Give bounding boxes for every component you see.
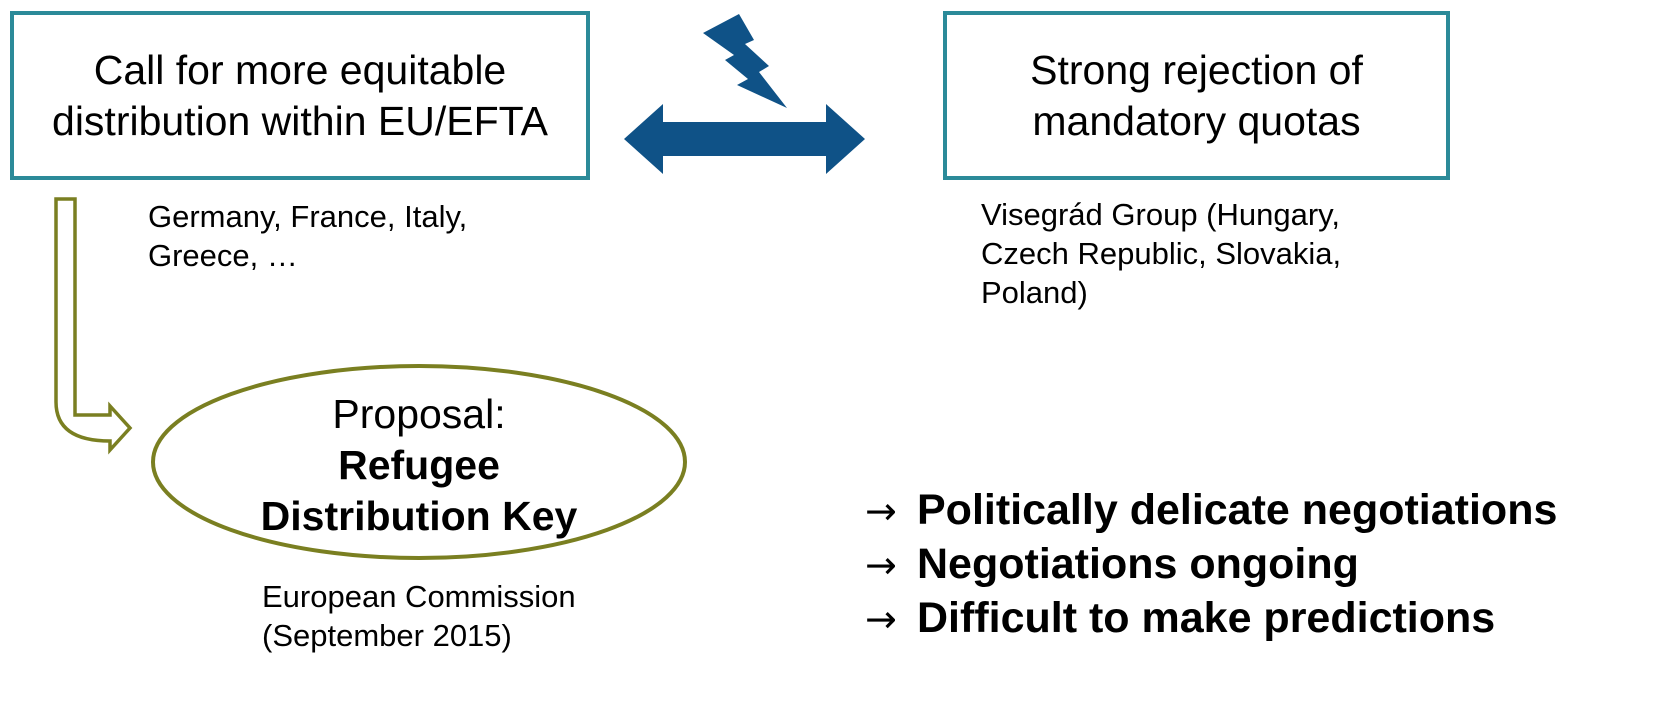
right-arrow-icon: → bbox=[865, 543, 897, 587]
european-commission-line2: (September 2015) bbox=[262, 618, 512, 653]
european-commission-line1: European Commission bbox=[262, 579, 576, 614]
proposal-heading: Proposal: bbox=[332, 390, 506, 437]
conclusion-item bbox=[865, 592, 1655, 646]
supporting-countries-line2: Greece, … bbox=[148, 238, 298, 273]
lightning-bolt-icon bbox=[703, 14, 787, 108]
quota-rejection-box bbox=[943, 11, 1450, 180]
supporting-countries-note bbox=[148, 197, 568, 275]
right-arrow-icon: → bbox=[865, 489, 897, 533]
visegrad-group-line3: Poland) bbox=[981, 275, 1088, 310]
proposal-title-line1: Refugee bbox=[338, 441, 500, 488]
visegrad-group-line1: Visegrád Group (Hungary, bbox=[981, 197, 1340, 232]
supporting-countries-line1: Germany, France, Italy, bbox=[148, 199, 468, 234]
visegrad-group-line2: Czech Republic, Slovakia, bbox=[981, 236, 1342, 271]
quota-rejection-line1: Strong rejection of bbox=[1030, 46, 1363, 93]
proposal-label bbox=[153, 370, 685, 560]
conclusion-text: Negotiations ongoing bbox=[917, 540, 1359, 588]
conclusion-text: Politically delicate negotiations bbox=[917, 486, 1558, 534]
equitable-distribution-line2: distribution within EU/EFTA bbox=[52, 97, 548, 144]
bent-arrow bbox=[56, 199, 130, 450]
conclusion-item bbox=[865, 484, 1655, 538]
double-headed-arrow bbox=[624, 104, 865, 174]
european-commission-note bbox=[262, 577, 662, 655]
equitable-distribution-line1: Call for more equitable bbox=[93, 46, 507, 93]
equitable-distribution-box bbox=[10, 11, 590, 180]
conclusions-list bbox=[865, 484, 1655, 646]
proposal-title-line2: Distribution Key bbox=[260, 492, 578, 539]
conclusion-text: Difficult to make predictions bbox=[917, 594, 1496, 642]
right-arrow-icon: → bbox=[865, 597, 897, 641]
visegrad-group-note bbox=[981, 195, 1411, 312]
conclusion-item bbox=[865, 538, 1655, 592]
quota-rejection-line2: mandatory quotas bbox=[1032, 97, 1361, 144]
